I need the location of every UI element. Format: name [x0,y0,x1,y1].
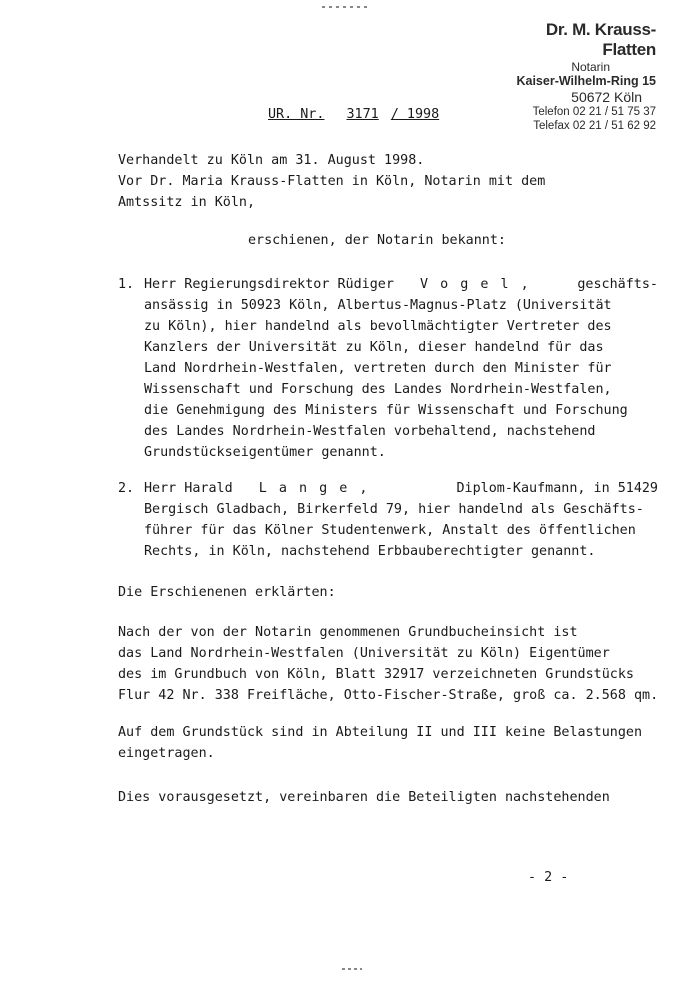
paragraph-line: Auf dem Grundstück sind in Abteilung II und III keine Belastungen [118,725,643,740]
agreement-line: Dies vorausgesetzt, vereinbaren die Beteiligten nachstehenden [118,790,610,805]
item-line: des Landes Nordrhein-Westfalen vorbehaltend, nachstehend [144,424,596,439]
page-number: - 2 - [528,870,569,885]
item-surname: Lange, [258,481,380,496]
item-line: Land Nordrhein-Westfalen, vertreten durch den Minister für [144,361,612,376]
item-line: führer für das Kölner Studentenwerk, Anstalt des öffentlichen [144,523,636,538]
notary-street: Kaiser-Wilhelm-Ring 15 [516,74,656,88]
ur-year: / 1998 [390,107,440,122]
scan-speck-bottom [342,968,362,970]
paragraph-line: Nach der von der Notarin genommenen Grundbucheinsicht ist [118,625,578,640]
party-item-2 [118,478,658,562]
paragraph-line: eingetragen. [118,746,215,761]
appeared-line: erschienen, der Notarin bekannt: [248,233,506,248]
item-first-line [144,274,658,295]
declared-line: Die Erschienenen erklärten: [118,585,336,600]
ur-prefix: UR. Nr. [268,107,325,122]
item-line: Bergisch Gladbach, Birkerfeld 79, hier handelnd als Geschäfts- [144,502,644,517]
ur-number: 3171 [346,107,379,122]
item-number: 2. [118,481,135,496]
item-line: ansässig in 50923 Köln, Albertus-Magnus-Platz (Universität [144,298,612,313]
item-number: 1. [118,277,135,292]
item-line: Rechts, in Köln, nachstehend Erbbauberechtigter genannt. [144,544,596,559]
land-paragraph [118,622,678,706]
item-line: Wissenschaft und Forschung des Landes Nordrhein-Westfalen, [144,382,612,397]
paragraph-line: das Land Nordrhein-Westfalen (Universität zu Köln) Eigentümer [118,646,610,661]
intro-line: Amtssitz in Köln, [118,195,256,210]
intro-line: Vor Dr. Maria Krauss-Flatten in Köln, Notarin mit dem [118,174,546,189]
item-head: Herr Regierungsdirektor Rüdiger [144,277,394,292]
item-tail: Diplom-Kaufmann, in 51429 [456,481,658,496]
item-line: zu Köln), hier handelnd als bevollmächtigter Vertreter des [144,319,612,334]
item-line: Grundstückseigentümer genannt. [144,445,386,460]
paragraph-line: des im Grundbuch von Köln, Blatt 32917 verzeichneten Grundstücks [118,667,634,682]
encumbrance-paragraph [118,722,678,764]
notary-fax: Telefax 02 21 / 51 62 92 [533,120,656,132]
item-head: Herr Harald [144,481,233,496]
item-line: die Genehmigung des Ministers für Wissenschaft und Forschung [144,403,628,418]
document-number [268,104,439,125]
item-tail: geschäfts- [577,277,658,292]
item-line: Kanzlers der Universität zu Köln, dieser handelnd für das [144,340,604,355]
paragraph-line: Flur 42 Nr. 338 Freifläche, Otto-Fischer-Straße, groß ca. 2.568 qm. [118,688,659,703]
party-item-1 [118,274,658,463]
intro-line: Verhandelt zu Köln am 31. August 1998. [118,153,425,168]
notary-stamp [496,20,656,133]
notary-phone: Telefon 02 21 / 51 75 37 [532,106,656,118]
item-first-line [144,478,658,499]
notary-city: 50672 Köln [571,89,642,105]
scan-speck-top [322,6,370,8]
notary-title: Notarin [571,60,610,74]
intro-paragraph [118,150,678,213]
notary-name: Dr. M. Krauss-Flatten [545,20,656,59]
item-surname: Vogel, [419,277,541,292]
